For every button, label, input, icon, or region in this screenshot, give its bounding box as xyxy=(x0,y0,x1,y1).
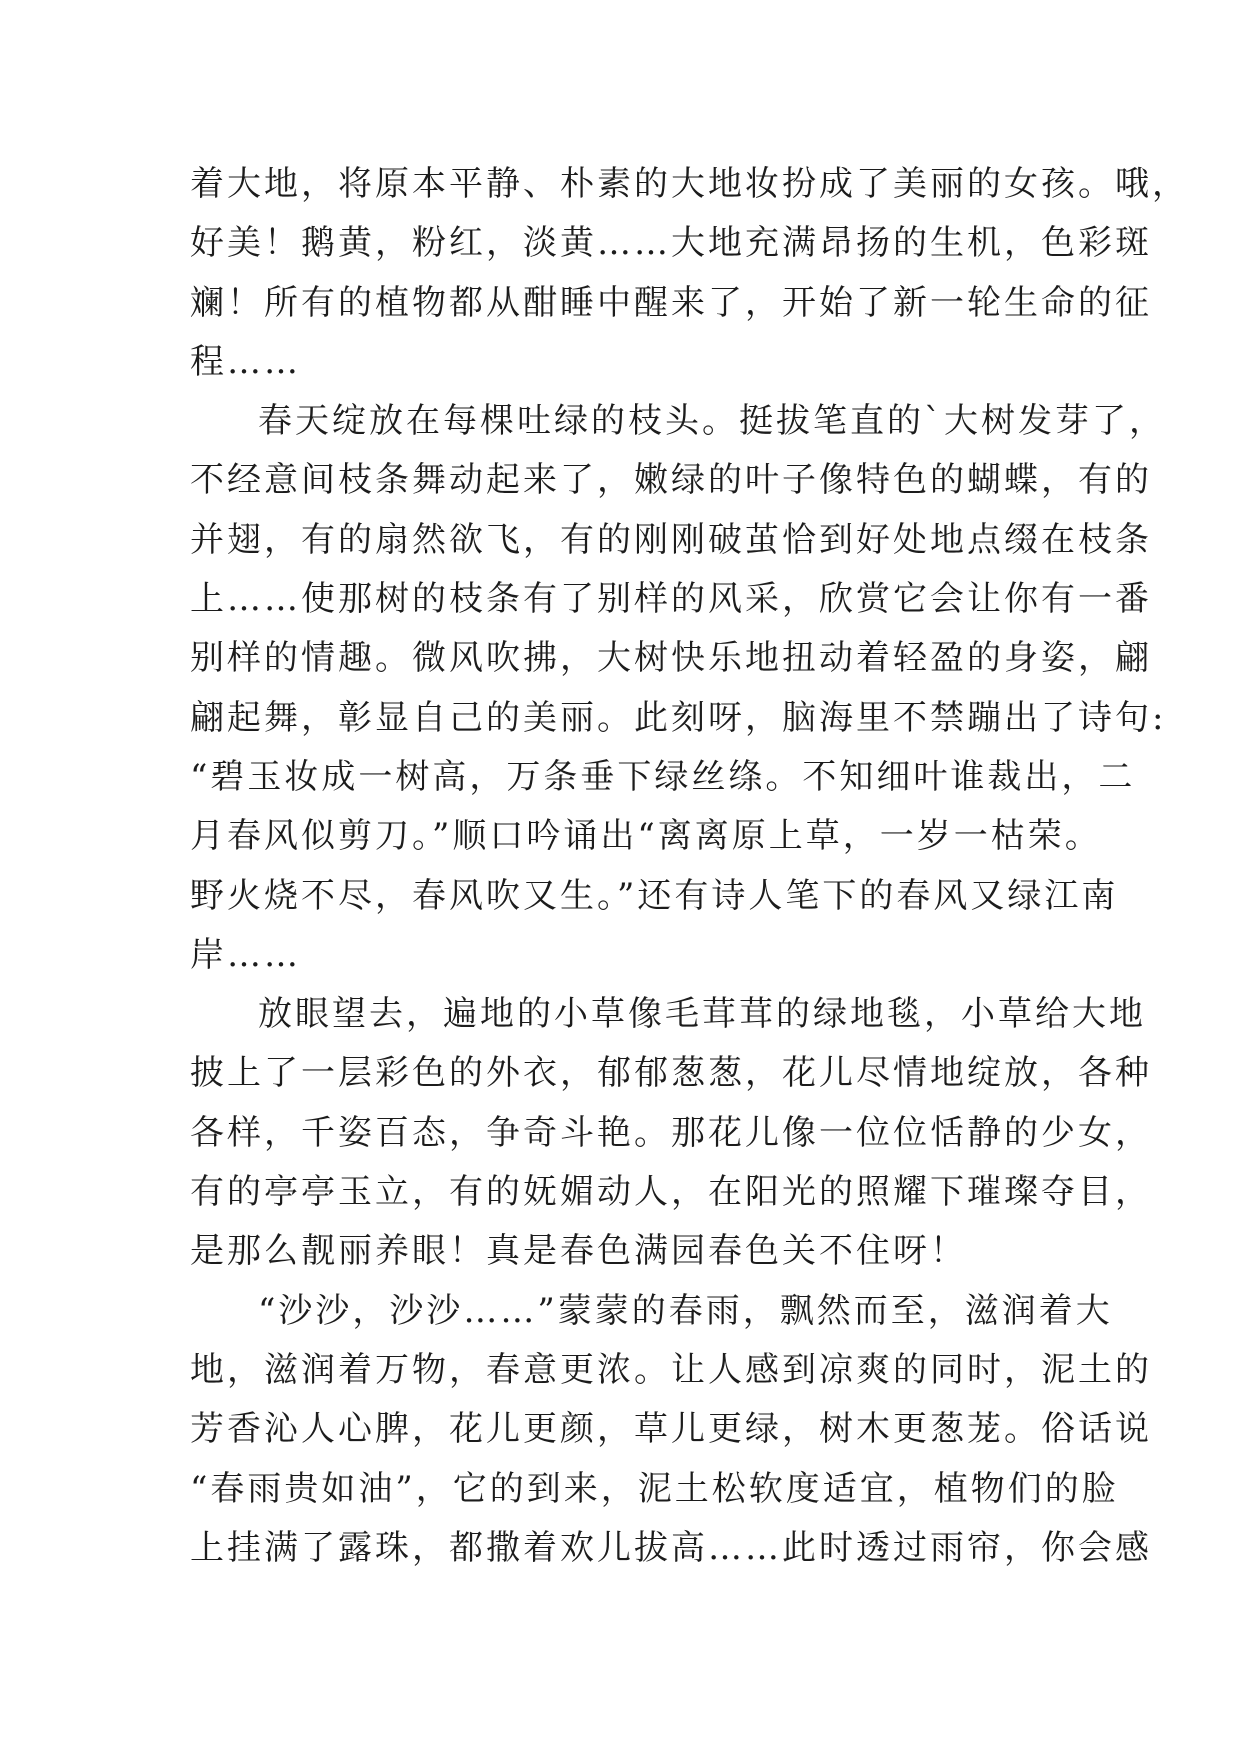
text-line: 程…… xyxy=(190,341,301,382)
text-line: 着大地，将原本平静、朴素的大地妆扮成了美丽的女孩。哦， xyxy=(190,164,1189,204)
body-text xyxy=(190,155,1189,1578)
text-line: “碧玉妆成一树高，万条垂下绿丝绦。不知细叶谁裁出，二 xyxy=(190,756,1136,797)
text-line: 好美！鹅黄，粉红，淡黄……大地充满昂扬的生机，色彩斑 xyxy=(190,223,1152,264)
text-line: 野火烧不尽，春风吹又生。”还有诗人笔下的春风又绿江南 xyxy=(190,875,1119,916)
text-line: 不经意间枝条舞动起来了，嫩绿的叶子像特色的蝴蝶，有的 xyxy=(190,460,1152,501)
text-line: 并翅，有的扇然欲飞，有的刚刚破茧恰到好处地点缀在枝条 xyxy=(190,519,1152,560)
text-line: 斓！所有的植物都从酣睡中醒来了，开始了新一轮生命的征 xyxy=(190,282,1152,323)
paragraph-first-line: 春天绽放在每棵吐绿的枝头。挺拔笔直的`大树发芽了， xyxy=(258,401,1166,442)
text-line: 各样，千姿百态，争奇斗艳。那花儿像一位位恬静的少女， xyxy=(190,1112,1152,1153)
text-line: 月春风似剪刀。”顺口吟诵出“离离原上草，一岁一枯荣。 xyxy=(190,816,1102,857)
text-line: 翩起舞，彰显自己的美丽。此刻呀，脑海里不禁蹦出了诗句: xyxy=(190,697,1167,738)
text-line: 芳香沁人心脾，花儿更颜，草儿更绿，树木更葱茏。俗话说 xyxy=(190,1409,1152,1450)
text-line: 是那么靓丽养眼！真是春色满园春色关不住呀！ xyxy=(190,1231,967,1272)
text-line: 上……使那树的枝条有了别样的风采，欣赏它会让你有一番 xyxy=(190,579,1152,620)
text-line: 岸…… xyxy=(190,934,301,975)
text-line: 有的亭亭玉立，有的妩媚动人，在阳光的照耀下璀璨夺目， xyxy=(190,1172,1152,1213)
text-line: 地，滋润着万物，春意更浓。让人感到凉爽的同时，泥土的 xyxy=(190,1349,1152,1390)
text-line: “春雨贵如油”，它的到来，泥土松软度适宜，植物们的脸 xyxy=(190,1468,1119,1509)
paragraph-first-line: 放眼望去，遍地的小草像毛茸茸的绿地毯，小草给大地 xyxy=(258,994,1146,1035)
text-line: 披上了一层彩色的外衣，郁郁葱葱，花儿尽情地绽放，各种 xyxy=(190,1053,1152,1094)
text-line: 别样的情趣。微风吹拂，大树快乐地扭动着轻盈的身姿，翩 xyxy=(190,638,1152,679)
text-line: 上挂满了露珠，都撒着欢儿拔高……此时透过雨帘，你会感 xyxy=(190,1527,1152,1568)
paragraph-first-line: “沙沙，沙沙……”蒙蒙的春雨，飘然而至，滋润着大 xyxy=(258,1290,1113,1331)
